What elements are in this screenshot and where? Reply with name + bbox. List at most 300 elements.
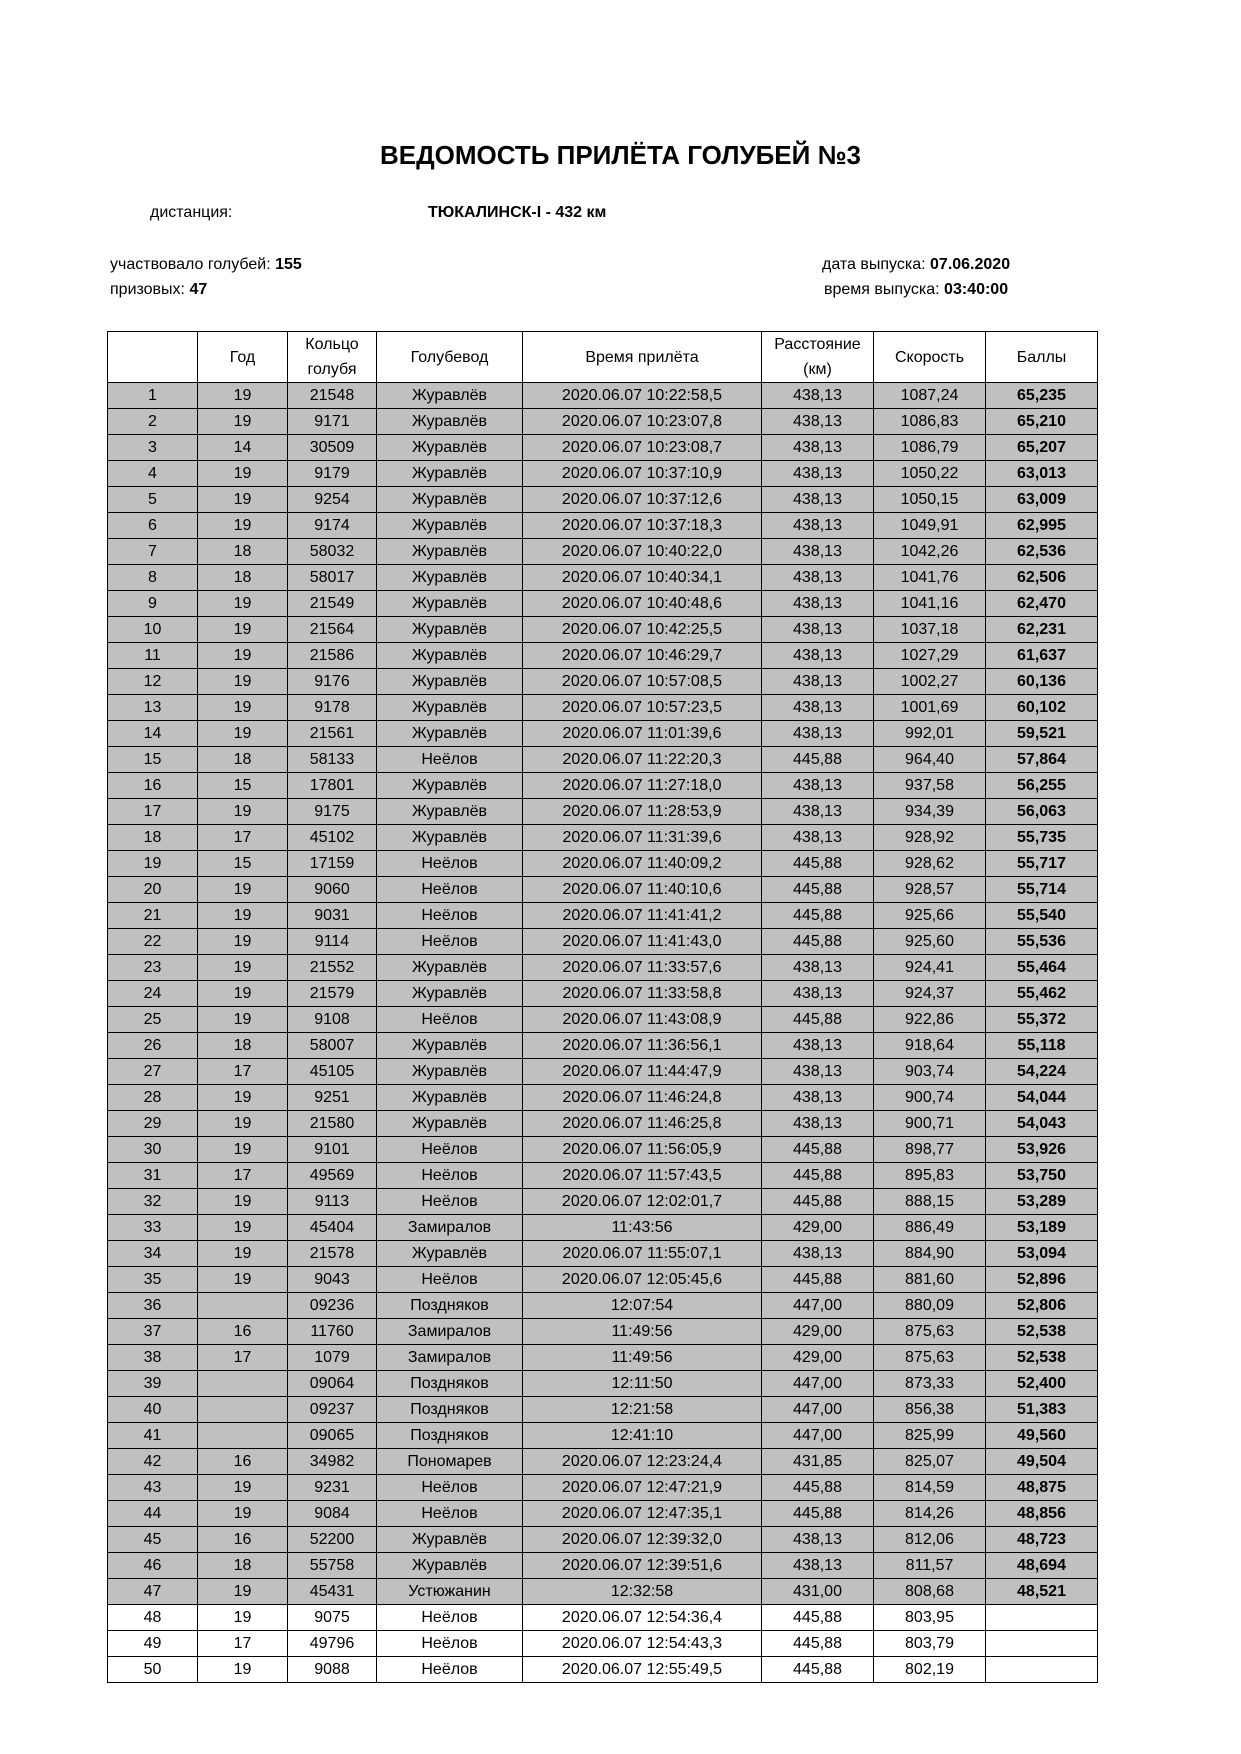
results-table xyxy=(107,331,1098,1683)
arrival-time-cell: 2020.06.07 11:27:18,0 xyxy=(523,773,762,799)
distance-label: дистанция: xyxy=(150,204,233,221)
year-cell: 19 xyxy=(198,721,288,747)
arrival-time-cell: 2020.06.07 10:37:12,6 xyxy=(523,487,762,513)
distance-cell: 438,13 xyxy=(762,773,874,799)
place-cell: 10 xyxy=(108,617,198,643)
place-cell: 25 xyxy=(108,1007,198,1033)
speed-cell: 886,49 xyxy=(874,1215,986,1241)
release-time-value: 03:40:00 xyxy=(944,281,1009,298)
score-cell: 55,462 xyxy=(986,981,1098,1007)
score-cell: 57,864 xyxy=(986,747,1098,773)
score-cell: 55,372 xyxy=(986,1007,1098,1033)
ring-cell: 21552 xyxy=(288,955,377,981)
table-row xyxy=(108,1319,1098,1345)
release-time-info xyxy=(824,281,1008,299)
speed-cell: 802,19 xyxy=(874,1657,986,1683)
breeder-cell: Журавлёв xyxy=(377,1111,523,1137)
distance-cell: 447,00 xyxy=(762,1423,874,1449)
table-row xyxy=(108,1007,1098,1033)
year-cell: 17 xyxy=(198,825,288,851)
distance-cell: 429,00 xyxy=(762,1345,874,1371)
breeder-cell: Поздняков xyxy=(377,1293,523,1319)
score-cell: 62,506 xyxy=(986,565,1098,591)
breeder-cell: Журавлёв xyxy=(377,461,523,487)
ring-cell: 21548 xyxy=(288,383,377,409)
distance-cell: 438,13 xyxy=(762,799,874,825)
place-cell: 48 xyxy=(108,1605,198,1631)
arrival-time-cell: 2020.06.07 10:23:08,7 xyxy=(523,435,762,461)
breeder-cell: Журавлёв xyxy=(377,1553,523,1579)
arrival-time-cell: 2020.06.07 12:39:51,6 xyxy=(523,1553,762,1579)
arrival-time-cell: 2020.06.07 10:37:10,9 xyxy=(523,461,762,487)
score-cell: 52,538 xyxy=(986,1319,1098,1345)
score-cell: 48,694 xyxy=(986,1553,1098,1579)
speed-cell: 924,41 xyxy=(874,955,986,981)
participated-value: 155 xyxy=(275,256,302,273)
table-row xyxy=(108,773,1098,799)
arrival-time-cell: 2020.06.07 12:54:36,4 xyxy=(523,1605,762,1631)
distance-cell: 438,13 xyxy=(762,383,874,409)
ring-cell: 58133 xyxy=(288,747,377,773)
speed-cell: 803,79 xyxy=(874,1631,986,1657)
year-cell: 19 xyxy=(198,799,288,825)
breeder-cell: Неёлов xyxy=(377,903,523,929)
speed-cell: 1086,79 xyxy=(874,435,986,461)
distance-cell: 438,13 xyxy=(762,643,874,669)
year-cell: 17 xyxy=(198,1345,288,1371)
breeder-cell: Журавлёв xyxy=(377,435,523,461)
breeder-cell: Неёлов xyxy=(377,929,523,955)
arrival-time-cell: 2020.06.07 12:05:45,6 xyxy=(523,1267,762,1293)
table-row xyxy=(108,1371,1098,1397)
score-cell: 51,383 xyxy=(986,1397,1098,1423)
breeder-cell: Журавлёв xyxy=(377,1085,523,1111)
distance-cell: 445,88 xyxy=(762,1137,874,1163)
score-cell: 53,750 xyxy=(986,1163,1098,1189)
breeder-cell: Неёлов xyxy=(377,1137,523,1163)
breeder-cell: Журавлёв xyxy=(377,539,523,565)
place-cell: 38 xyxy=(108,1345,198,1371)
place-cell: 47 xyxy=(108,1579,198,1605)
release-date-value: 07.06.2020 xyxy=(930,256,1011,273)
table-row xyxy=(108,1527,1098,1553)
year-cell: 19 xyxy=(198,487,288,513)
header-ring: Кольцо голубя xyxy=(288,332,377,383)
ring-cell: 45102 xyxy=(288,825,377,851)
arrival-time-cell: 2020.06.07 11:41:41,2 xyxy=(523,903,762,929)
score-cell: 48,521 xyxy=(986,1579,1098,1605)
breeder-cell: Неёлов xyxy=(377,1605,523,1631)
year-cell: 19 xyxy=(198,981,288,1007)
score-cell: 53,189 xyxy=(986,1215,1098,1241)
year-cell: 16 xyxy=(198,1319,288,1345)
arrival-time-cell: 2020.06.07 11:36:56,1 xyxy=(523,1033,762,1059)
year-cell: 16 xyxy=(198,1527,288,1553)
year-cell xyxy=(198,1397,288,1423)
distance-cell: 438,13 xyxy=(762,1059,874,1085)
year-cell: 19 xyxy=(198,409,288,435)
place-cell: 2 xyxy=(108,409,198,435)
place-cell: 46 xyxy=(108,1553,198,1579)
ring-cell: 58017 xyxy=(288,565,377,591)
place-cell: 3 xyxy=(108,435,198,461)
year-cell: 19 xyxy=(198,1189,288,1215)
arrival-time-cell: 2020.06.07 11:43:08,9 xyxy=(523,1007,762,1033)
speed-cell: 1087,24 xyxy=(874,383,986,409)
place-cell: 30 xyxy=(108,1137,198,1163)
place-cell: 37 xyxy=(108,1319,198,1345)
place-cell: 7 xyxy=(108,539,198,565)
distance-cell: 445,88 xyxy=(762,1501,874,1527)
ring-cell: 45431 xyxy=(288,1579,377,1605)
speed-cell: 928,57 xyxy=(874,877,986,903)
table-row xyxy=(108,1293,1098,1319)
breeder-cell: Журавлёв xyxy=(377,617,523,643)
speed-cell: 1001,69 xyxy=(874,695,986,721)
table-row xyxy=(108,409,1098,435)
breeder-cell: Журавлёв xyxy=(377,591,523,617)
year-cell: 18 xyxy=(198,565,288,591)
arrival-time-cell: 2020.06.07 11:41:43,0 xyxy=(523,929,762,955)
breeder-cell: Журавлёв xyxy=(377,565,523,591)
breeder-cell: Поздняков xyxy=(377,1397,523,1423)
release-date-info xyxy=(822,256,1010,274)
distance-cell: 438,13 xyxy=(762,825,874,851)
prize-info xyxy=(110,281,207,299)
table-row xyxy=(108,1345,1098,1371)
place-cell: 22 xyxy=(108,929,198,955)
arrival-time-cell: 2020.06.07 11:01:39,6 xyxy=(523,721,762,747)
speed-cell: 1002,27 xyxy=(874,669,986,695)
distance-cell: 438,13 xyxy=(762,721,874,747)
participated-info xyxy=(110,256,302,274)
breeder-cell: Неёлов xyxy=(377,747,523,773)
speed-cell: 888,15 xyxy=(874,1189,986,1215)
arrival-time-cell: 11:43:56 xyxy=(523,1215,762,1241)
speed-cell: 825,07 xyxy=(874,1449,986,1475)
year-cell: 19 xyxy=(198,513,288,539)
place-cell: 39 xyxy=(108,1371,198,1397)
distance-cell: 438,13 xyxy=(762,617,874,643)
speed-cell: 934,39 xyxy=(874,799,986,825)
arrival-time-cell: 2020.06.07 10:40:48,6 xyxy=(523,591,762,617)
arrival-time-cell: 2020.06.07 10:57:08,5 xyxy=(523,669,762,695)
table-row xyxy=(108,825,1098,851)
breeder-cell: Журавлёв xyxy=(377,383,523,409)
score-cell: 54,044 xyxy=(986,1085,1098,1111)
year-cell: 18 xyxy=(198,539,288,565)
table-row xyxy=(108,1501,1098,1527)
breeder-cell: Неёлов xyxy=(377,851,523,877)
place-cell: 34 xyxy=(108,1241,198,1267)
year-cell: 19 xyxy=(198,929,288,955)
year-cell: 19 xyxy=(198,695,288,721)
prize-label: призовых: xyxy=(110,281,185,298)
arrival-time-cell: 2020.06.07 11:40:10,6 xyxy=(523,877,762,903)
arrival-time-cell: 12:21:58 xyxy=(523,1397,762,1423)
table-row xyxy=(108,1241,1098,1267)
speed-cell: 1027,29 xyxy=(874,643,986,669)
speed-cell: 992,01 xyxy=(874,721,986,747)
table-row xyxy=(108,1059,1098,1085)
ring-cell: 9178 xyxy=(288,695,377,721)
score-cell: 52,400 xyxy=(986,1371,1098,1397)
breeder-cell: Журавлёв xyxy=(377,955,523,981)
table-row xyxy=(108,721,1098,747)
table-row xyxy=(108,565,1098,591)
distance-cell: 438,13 xyxy=(762,1527,874,1553)
score-cell: 55,536 xyxy=(986,929,1098,955)
score-cell: 52,538 xyxy=(986,1345,1098,1371)
arrival-time-cell: 2020.06.07 12:47:21,9 xyxy=(523,1475,762,1501)
year-cell: 19 xyxy=(198,669,288,695)
speed-cell: 928,92 xyxy=(874,825,986,851)
arrival-time-cell: 2020.06.07 11:44:47,9 xyxy=(523,1059,762,1085)
speed-cell: 928,62 xyxy=(874,851,986,877)
arrival-time-cell: 2020.06.07 12:54:43,3 xyxy=(523,1631,762,1657)
place-cell: 17 xyxy=(108,799,198,825)
breeder-cell: Журавлёв xyxy=(377,695,523,721)
speed-cell: 1037,18 xyxy=(874,617,986,643)
ring-cell: 34982 xyxy=(288,1449,377,1475)
speed-cell: 922,86 xyxy=(874,1007,986,1033)
distance-cell: 445,88 xyxy=(762,1267,874,1293)
distance-cell: 431,00 xyxy=(762,1579,874,1605)
score-cell: 62,231 xyxy=(986,617,1098,643)
score-cell: 56,255 xyxy=(986,773,1098,799)
score-cell: 62,470 xyxy=(986,591,1098,617)
distance-cell: 438,13 xyxy=(762,435,874,461)
distance-cell: 429,00 xyxy=(762,1215,874,1241)
year-cell: 19 xyxy=(198,955,288,981)
speed-cell: 811,57 xyxy=(874,1553,986,1579)
table-row xyxy=(108,799,1098,825)
ring-cell: 09236 xyxy=(288,1293,377,1319)
ring-cell: 21579 xyxy=(288,981,377,1007)
breeder-cell: Неёлов xyxy=(377,1475,523,1501)
breeder-cell: Неёлов xyxy=(377,1189,523,1215)
breeder-cell: Устюжанин xyxy=(377,1579,523,1605)
breeder-cell: Неёлов xyxy=(377,1267,523,1293)
year-cell: 19 xyxy=(198,877,288,903)
year-cell: 19 xyxy=(198,383,288,409)
arrival-time-cell: 2020.06.07 12:23:24,4 xyxy=(523,1449,762,1475)
arrival-time-cell: 2020.06.07 12:02:01,7 xyxy=(523,1189,762,1215)
speed-cell: 900,71 xyxy=(874,1111,986,1137)
header-place xyxy=(108,332,198,383)
breeder-cell: Поздняков xyxy=(377,1371,523,1397)
speed-cell: 937,58 xyxy=(874,773,986,799)
arrival-time-cell: 2020.06.07 11:31:39,6 xyxy=(523,825,762,851)
table-row xyxy=(108,539,1098,565)
score-cell: 48,875 xyxy=(986,1475,1098,1501)
participated-label: участвовало голубей: xyxy=(110,256,271,273)
arrival-time-cell: 2020.06.07 11:22:20,3 xyxy=(523,747,762,773)
distance-cell: 438,13 xyxy=(762,1111,874,1137)
ring-cell: 9088 xyxy=(288,1657,377,1683)
breeder-cell: Замиралов xyxy=(377,1345,523,1371)
place-cell: 36 xyxy=(108,1293,198,1319)
year-cell: 19 xyxy=(198,1215,288,1241)
breeder-cell: Журавлёв xyxy=(377,1527,523,1553)
table-row xyxy=(108,1033,1098,1059)
ring-cell: 21578 xyxy=(288,1241,377,1267)
place-cell: 40 xyxy=(108,1397,198,1423)
place-cell: 33 xyxy=(108,1215,198,1241)
table-row xyxy=(108,669,1098,695)
breeder-cell: Журавлёв xyxy=(377,643,523,669)
arrival-time-cell: 11:49:56 xyxy=(523,1319,762,1345)
score-cell: 52,896 xyxy=(986,1267,1098,1293)
ring-cell: 30509 xyxy=(288,435,377,461)
arrival-time-cell: 2020.06.07 11:57:43,5 xyxy=(523,1163,762,1189)
distance-cell: 438,13 xyxy=(762,1033,874,1059)
distance-cell: 438,13 xyxy=(762,955,874,981)
table-row xyxy=(108,617,1098,643)
breeder-cell: Неёлов xyxy=(377,1007,523,1033)
ring-cell: 45105 xyxy=(288,1059,377,1085)
distance-cell: 429,00 xyxy=(762,1319,874,1345)
place-cell: 4 xyxy=(108,461,198,487)
place-cell: 5 xyxy=(108,487,198,513)
speed-cell: 875,63 xyxy=(874,1319,986,1345)
year-cell: 19 xyxy=(198,1267,288,1293)
arrival-time-cell: 2020.06.07 10:22:58,5 xyxy=(523,383,762,409)
place-cell: 49 xyxy=(108,1631,198,1657)
score-cell: 55,735 xyxy=(986,825,1098,851)
place-cell: 19 xyxy=(108,851,198,877)
ring-cell: 9043 xyxy=(288,1267,377,1293)
distance-cell: 438,13 xyxy=(762,487,874,513)
speed-cell: 898,77 xyxy=(874,1137,986,1163)
table-row xyxy=(108,1631,1098,1657)
ring-cell: 49569 xyxy=(288,1163,377,1189)
breeder-cell: Журавлёв xyxy=(377,721,523,747)
score-cell: 60,136 xyxy=(986,669,1098,695)
arrival-time-cell: 2020.06.07 10:40:34,1 xyxy=(523,565,762,591)
distance-cell: 445,88 xyxy=(762,1475,874,1501)
place-cell: 50 xyxy=(108,1657,198,1683)
speed-cell: 900,74 xyxy=(874,1085,986,1111)
arrival-time-cell: 11:49:56 xyxy=(523,1345,762,1371)
ring-cell: 09237 xyxy=(288,1397,377,1423)
breeder-cell: Журавлёв xyxy=(377,773,523,799)
place-cell: 35 xyxy=(108,1267,198,1293)
ring-cell: 9031 xyxy=(288,903,377,929)
score-cell: 63,013 xyxy=(986,461,1098,487)
score-cell: 48,723 xyxy=(986,1527,1098,1553)
distance-cell: 431,85 xyxy=(762,1449,874,1475)
table-row xyxy=(108,1189,1098,1215)
ring-cell: 21561 xyxy=(288,721,377,747)
year-cell: 19 xyxy=(198,1007,288,1033)
table-header-row xyxy=(108,332,1098,383)
ring-cell: 49796 xyxy=(288,1631,377,1657)
score-cell: 62,995 xyxy=(986,513,1098,539)
ring-cell: 9179 xyxy=(288,461,377,487)
place-cell: 18 xyxy=(108,825,198,851)
table-row xyxy=(108,1085,1098,1111)
arrival-time-cell: 2020.06.07 11:33:57,6 xyxy=(523,955,762,981)
ring-cell: 17801 xyxy=(288,773,377,799)
speed-cell: 884,90 xyxy=(874,1241,986,1267)
release-time-label: время выпуска: xyxy=(824,281,940,298)
ring-cell: 09064 xyxy=(288,1371,377,1397)
table-row xyxy=(108,1111,1098,1137)
place-cell: 31 xyxy=(108,1163,198,1189)
table-row xyxy=(108,513,1098,539)
year-cell: 14 xyxy=(198,435,288,461)
table-row xyxy=(108,1397,1098,1423)
speed-cell: 875,63 xyxy=(874,1345,986,1371)
speed-cell: 814,59 xyxy=(874,1475,986,1501)
ring-cell: 9075 xyxy=(288,1605,377,1631)
page-title: ВЕДОМОСТЬ ПРИЛЁТА ГОЛУБЕЙ №3 xyxy=(379,140,862,170)
score-cell: 55,717 xyxy=(986,851,1098,877)
ring-cell: 1079 xyxy=(288,1345,377,1371)
ring-cell: 21564 xyxy=(288,617,377,643)
score-cell: 63,009 xyxy=(986,487,1098,513)
place-cell: 20 xyxy=(108,877,198,903)
distance-cell: 445,88 xyxy=(762,1163,874,1189)
year-cell: 17 xyxy=(198,1631,288,1657)
year-cell: 18 xyxy=(198,747,288,773)
place-cell: 23 xyxy=(108,955,198,981)
speed-cell: 1050,15 xyxy=(874,487,986,513)
distance-value: ТЮКАЛИНСК-I - 432 км xyxy=(428,204,607,221)
score-cell: 65,210 xyxy=(986,409,1098,435)
breeder-cell: Журавлёв xyxy=(377,1241,523,1267)
ring-cell: 11760 xyxy=(288,1319,377,1345)
place-cell: 12 xyxy=(108,669,198,695)
distance-cell: 447,00 xyxy=(762,1293,874,1319)
breeder-cell: Журавлёв xyxy=(377,513,523,539)
year-cell: 19 xyxy=(198,1241,288,1267)
table-row xyxy=(108,643,1098,669)
year-cell: 19 xyxy=(198,591,288,617)
ring-cell: 9108 xyxy=(288,1007,377,1033)
header-score: Баллы xyxy=(986,332,1098,383)
breeder-cell: Журавлёв xyxy=(377,825,523,851)
ring-cell: 9254 xyxy=(288,487,377,513)
table-row xyxy=(108,877,1098,903)
place-cell: 45 xyxy=(108,1527,198,1553)
distance-cell: 445,88 xyxy=(762,1189,874,1215)
score-cell: 52,806 xyxy=(986,1293,1098,1319)
speed-cell: 1042,26 xyxy=(874,539,986,565)
year-cell xyxy=(198,1293,288,1319)
breeder-cell: Неёлов xyxy=(377,1501,523,1527)
distance-cell: 438,13 xyxy=(762,565,874,591)
speed-cell: 1049,91 xyxy=(874,513,986,539)
header-breeder: Голубевод xyxy=(377,332,523,383)
score-cell: 55,118 xyxy=(986,1033,1098,1059)
place-cell: 8 xyxy=(108,565,198,591)
breeder-cell: Неёлов xyxy=(377,1631,523,1657)
ring-cell: 9174 xyxy=(288,513,377,539)
ring-cell: 21580 xyxy=(288,1111,377,1137)
year-cell: 19 xyxy=(198,461,288,487)
ring-cell: 9231 xyxy=(288,1475,377,1501)
year-cell: 17 xyxy=(198,1163,288,1189)
breeder-cell: Неёлов xyxy=(377,877,523,903)
score-cell: 61,637 xyxy=(986,643,1098,669)
year-cell: 19 xyxy=(198,1501,288,1527)
arrival-time-cell: 2020.06.07 11:40:09,2 xyxy=(523,851,762,877)
ring-cell: 58007 xyxy=(288,1033,377,1059)
year-cell: 19 xyxy=(198,1605,288,1631)
breeder-cell: Журавлёв xyxy=(377,1059,523,1085)
